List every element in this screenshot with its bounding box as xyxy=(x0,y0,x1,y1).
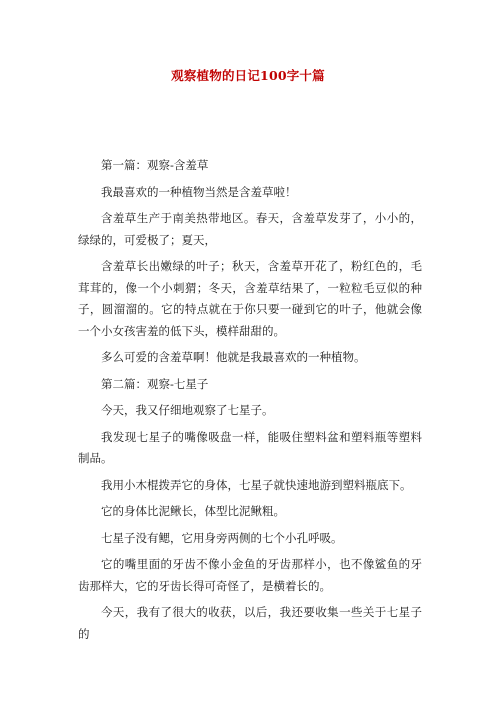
paragraph: 今天，我有了很大的收获，以后，我还要收集一些关于七星子的 xyxy=(78,605,422,641)
paragraph: 今天，我又仔细地观察了七星子。 xyxy=(101,403,274,417)
paragraph: 我发现七星子的嘴像吸盘一样，能吸住塑料盆和塑料瓶等塑料制品。 xyxy=(78,429,422,465)
paragraph: 第二篇：观察-七星子 xyxy=(101,376,209,391)
document-body xyxy=(78,155,422,650)
paragraph: 含羞草长出嫩绿的叶子；秋天，含羞草开花了，粉红色的，毛茸茸的，像一个小刺猬；冬天，含羞草结果了，一粒粒毛豆似的种子，圆溜溜的。它的特点就在于你只要一碰到它的叶子，他就会像一个小女孩害羞的低下头，模样甜甜的。 xyxy=(78,259,422,338)
paragraph: 我用小木棍拨弄它的身体，七星子就快速地游到塑料瓶底下。 xyxy=(101,477,412,492)
paragraph: 它的身体比泥鳅长，体型比泥鳅粗。 xyxy=(101,504,285,518)
paragraph: 我最喜欢的一种植物当然是含羞草啦！ xyxy=(101,184,297,199)
page-title: 观察植物的日记100字十篇 xyxy=(171,68,325,83)
paragraph: 含羞草生产于南美热带地区。春天，含羞草发芽了，小小的，绿绿的，可爱极了；夏天， xyxy=(78,211,422,247)
paragraph: 七星子没有鳃，它用身旁两侧的七个小孔呼吸。 xyxy=(101,530,343,545)
paragraph: 多么可爱的含羞草啊！他就是我最喜欢的一种植物。 xyxy=(101,350,366,364)
paragraph: 第一篇：观察-含羞草 xyxy=(101,158,209,172)
paragraph: 它的嘴里面的牙齿不像小金鱼的牙齿那样小，也不像鲨鱼的牙齿那样大，它的牙齿长得可奇怪了，是横着长的。 xyxy=(78,557,422,593)
